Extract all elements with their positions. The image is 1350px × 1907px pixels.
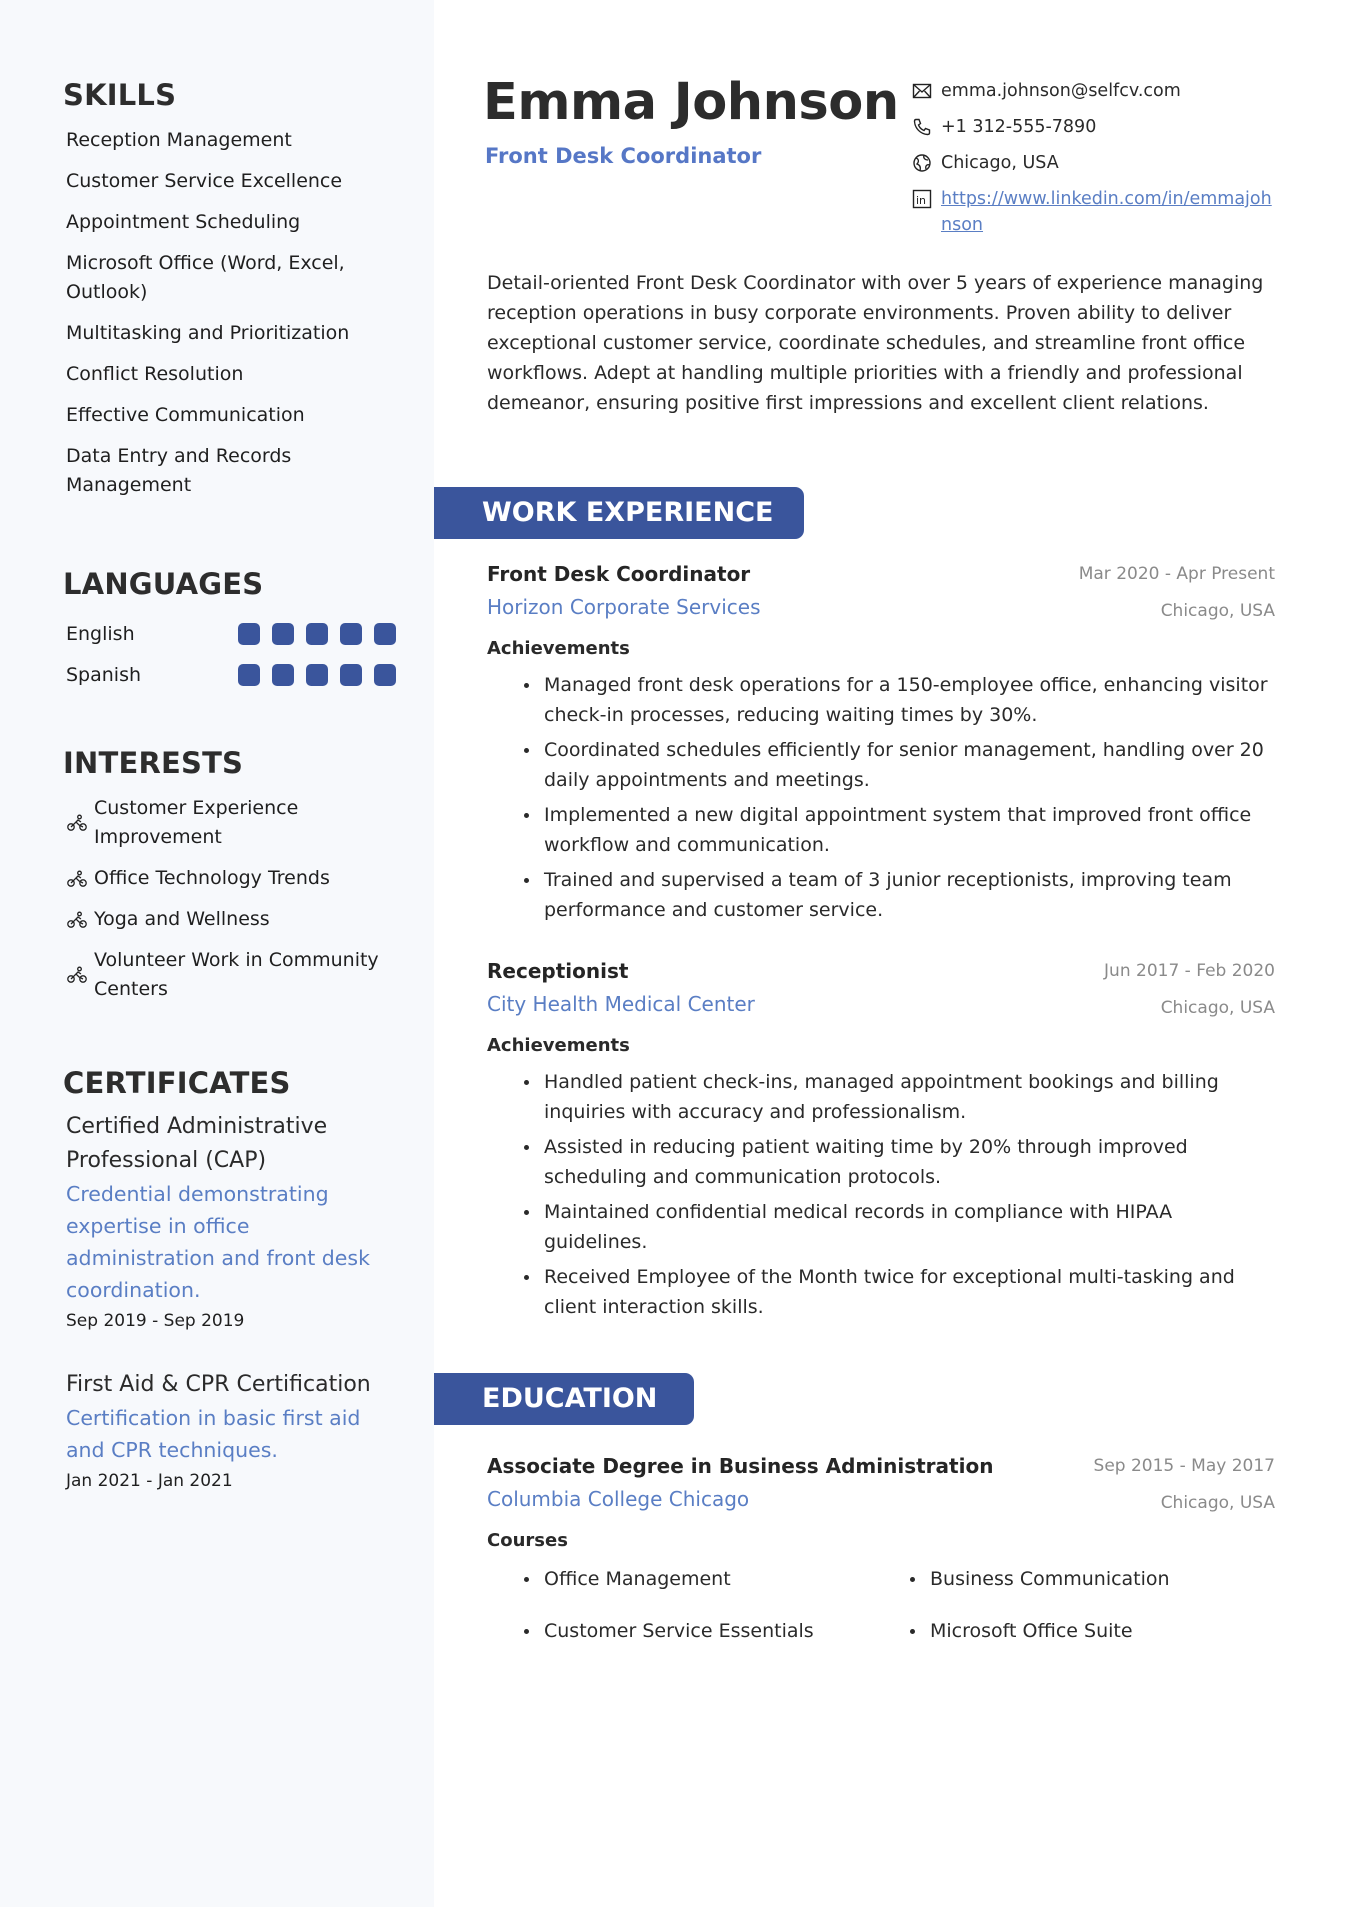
language-name: Spanish bbox=[66, 663, 142, 686]
linkedin-icon bbox=[912, 189, 932, 209]
interest-item bbox=[63, 864, 403, 893]
skill-item: Reception Management bbox=[66, 129, 292, 151]
globe-icon bbox=[912, 153, 932, 173]
education-dates: Sep 2015 - May 2017 bbox=[1093, 1456, 1275, 1476]
job-title: Front Desk Coordinator bbox=[487, 562, 751, 586]
certificates-heading: CERTIFICATES bbox=[63, 1066, 291, 1100]
languages-list bbox=[63, 613, 403, 695]
job-header bbox=[487, 955, 1275, 988]
certificate-date: Jan 2021 - Jan 2021 bbox=[66, 1471, 233, 1491]
svg-text:in: in bbox=[916, 194, 927, 207]
job-header bbox=[487, 558, 1275, 591]
certificate-title: Certified Administrative Professional (CAP) bbox=[66, 1114, 328, 1173]
job-location: Chicago, USA bbox=[1160, 998, 1275, 1018]
location-text: Chicago, USA bbox=[941, 153, 1059, 173]
course-item: Customer Service Essentials bbox=[522, 1616, 908, 1646]
courses-label: Courses bbox=[487, 1530, 568, 1551]
skills-section bbox=[63, 78, 403, 512]
certificate-title: First Aid & CPR Certification bbox=[66, 1372, 371, 1397]
skills-list bbox=[63, 126, 403, 500]
sidebar bbox=[0, 0, 434, 1907]
achievement-item: Received Employee of the Month twice for exceptional multi-tasking and client interaction skills. bbox=[522, 1262, 1275, 1322]
job-entry bbox=[487, 558, 1275, 930]
bicycle-icon bbox=[66, 965, 88, 985]
course-item: Business Communication bbox=[908, 1564, 1258, 1594]
interest-item bbox=[63, 946, 403, 1004]
language-level-rating bbox=[238, 623, 396, 645]
achievement-item: Maintained confidential medical records in compliance with HIPAA guidelines. bbox=[522, 1197, 1275, 1257]
bicycle-icon bbox=[66, 813, 88, 833]
interest-label: Yoga and Wellness bbox=[94, 908, 270, 930]
level-dot-icon bbox=[238, 664, 260, 686]
education-subheader bbox=[487, 1483, 1275, 1516]
job-dates: Mar 2020 - Apr Present bbox=[1078, 564, 1275, 584]
certificate-description: Certification in basic first aid and CPR techniques. bbox=[66, 1406, 361, 1462]
achievements-label: Achievements bbox=[487, 1035, 630, 1056]
skill-item: Customer Service Excellence bbox=[66, 170, 343, 192]
company-name: City Health Medical Center bbox=[487, 992, 755, 1016]
level-dot-icon bbox=[374, 623, 396, 645]
achievements-list bbox=[487, 1067, 1275, 1322]
certificates-list bbox=[63, 1110, 403, 1494]
skill-item: Effective Communication bbox=[66, 404, 305, 426]
profile-summary: Detail-oriented Front Desk Coordinator with over 5 years of experience managing reception operations in busy corporate environments. Proven ability to deliver exceptional customer service, coordinate schedules, and streamline front office workflows. Adept at handling multiple priorities with a friendly and professional demeanor, ensuring positive first impressions and excellent client relations. bbox=[487, 272, 1264, 414]
languages-section bbox=[63, 567, 403, 695]
level-dot-icon bbox=[306, 664, 328, 686]
job-subheader bbox=[487, 988, 1275, 1021]
contact-linkedin bbox=[912, 186, 1292, 238]
contact-phone bbox=[912, 114, 1292, 140]
level-dot-icon bbox=[340, 664, 362, 686]
contact-location bbox=[912, 150, 1292, 176]
skill-item: Multitasking and Prioritization bbox=[66, 322, 350, 344]
level-dot-icon bbox=[238, 623, 260, 645]
certificate-item bbox=[63, 1110, 403, 1334]
job-location: Chicago, USA bbox=[1160, 601, 1275, 621]
level-dot-icon bbox=[374, 664, 396, 686]
degree-title: Associate Degree in Business Administration bbox=[487, 1454, 994, 1478]
interest-label: Office Technology Trends bbox=[94, 867, 330, 889]
level-dot-icon bbox=[272, 664, 294, 686]
skill-item: Microsoft Office (Word, Excel, Outlook) bbox=[66, 252, 345, 303]
job-subheader bbox=[487, 591, 1275, 624]
certificate-description: Credential demonstrating expertise in office administration and front desk coordination. bbox=[66, 1182, 370, 1302]
achievement-item: Implemented a new digital appointment system that improved front office workflow and communication. bbox=[522, 800, 1275, 860]
job-title: Receptionist bbox=[487, 959, 629, 983]
candidate-title: Front Desk Coordinator bbox=[485, 144, 762, 168]
candidate-name: Emma Johnson bbox=[483, 73, 899, 132]
interests-heading: INTERESTS bbox=[63, 746, 244, 780]
achievement-item: Assisted in reducing patient waiting time by 20% through improved scheduling and communication protocols. bbox=[522, 1132, 1275, 1192]
level-dot-icon bbox=[340, 623, 362, 645]
level-dot-icon bbox=[272, 623, 294, 645]
certificate-item bbox=[63, 1368, 403, 1494]
course-item: Office Management bbox=[522, 1564, 908, 1594]
achievement-item: Coordinated schedules efficiently for senior management, handling over 20 daily appointments and meetings. bbox=[522, 735, 1275, 795]
company-name: Horizon Corporate Services bbox=[487, 595, 761, 619]
achievement-item: Trained and supervised a team of 3 junior receptionists, improving team performance and customer service. bbox=[522, 865, 1275, 925]
interests-list bbox=[63, 794, 403, 1004]
education-location: Chicago, USA bbox=[1160, 1493, 1275, 1513]
languages-heading: LANGUAGES bbox=[63, 567, 264, 601]
interest-label: Customer Experience Improvement bbox=[94, 797, 299, 848]
certificates-section bbox=[63, 1066, 403, 1528]
achievements-list bbox=[487, 670, 1275, 925]
job-entry bbox=[487, 955, 1275, 1327]
education-entry bbox=[487, 1450, 1275, 1646]
achievements-label: Achievements bbox=[487, 638, 630, 659]
education-header bbox=[487, 1450, 1275, 1483]
linkedin-link[interactable]: https://www.linkedin.com/in/emmajohnson bbox=[941, 189, 1272, 235]
interest-label: Volunteer Work in Community Centers bbox=[94, 949, 379, 1000]
skill-item: Appointment Scheduling bbox=[66, 211, 301, 233]
work-experience-heading: WORK EXPERIENCE bbox=[434, 487, 804, 539]
job-dates: Jun 2017 - Feb 2020 bbox=[1104, 961, 1275, 981]
interests-section bbox=[63, 746, 403, 1016]
email-link[interactable]: emma.johnson@selfcv.com bbox=[941, 81, 1181, 101]
courses-list bbox=[487, 1564, 1275, 1646]
language-level-rating bbox=[238, 664, 396, 686]
contact-email bbox=[912, 78, 1292, 104]
certificate-date: Sep 2019 - Sep 2019 bbox=[66, 1311, 245, 1331]
mail-icon bbox=[912, 81, 932, 101]
achievement-item: Managed front desk operations for a 150-employee office, enhancing visitor check-in processes, reducing waiting times by 30%. bbox=[522, 670, 1275, 730]
course-item: Microsoft Office Suite bbox=[908, 1616, 1258, 1646]
skill-item: Data Entry and Records Management bbox=[66, 445, 292, 496]
phone-icon bbox=[912, 117, 932, 137]
skills-heading: SKILLS bbox=[63, 78, 177, 112]
bicycle-icon bbox=[66, 869, 88, 889]
skill-item: Conflict Resolution bbox=[66, 363, 244, 385]
contact-info bbox=[912, 78, 1292, 248]
language-row bbox=[63, 654, 403, 695]
achievement-item: Handled patient check-ins, managed appointment bookings and billing inquiries with accuracy and professionalism. bbox=[522, 1067, 1275, 1127]
school-name: Columbia College Chicago bbox=[487, 1487, 750, 1511]
phone-number: +1 312-555-7890 bbox=[941, 117, 1097, 137]
interest-item bbox=[63, 905, 403, 934]
interest-item bbox=[63, 794, 403, 852]
language-row bbox=[63, 613, 403, 654]
education-heading: EDUCATION bbox=[434, 1373, 694, 1425]
level-dot-icon bbox=[306, 623, 328, 645]
language-name: English bbox=[66, 622, 135, 645]
bicycle-icon bbox=[66, 910, 88, 930]
